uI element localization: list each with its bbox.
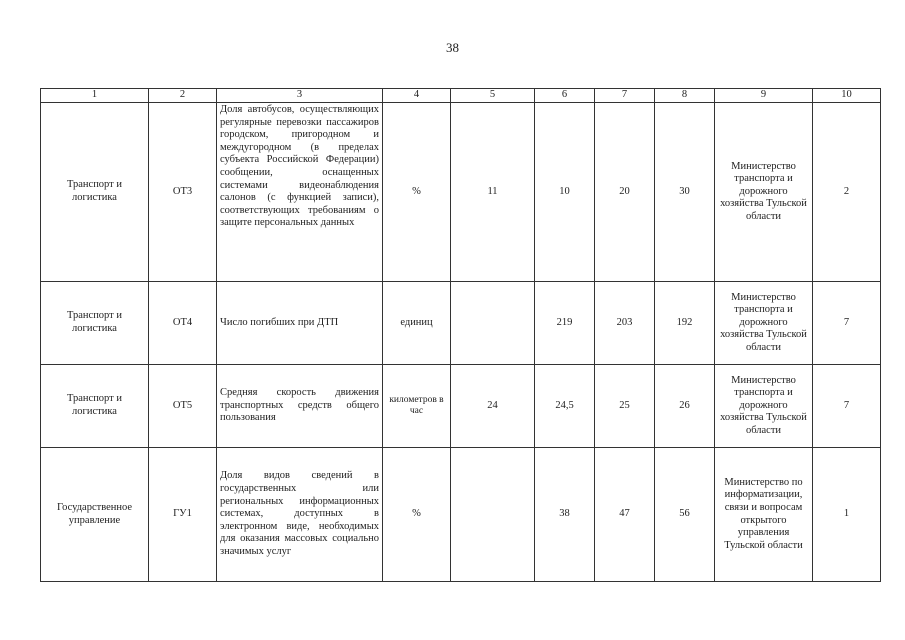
column-number-row	[41, 89, 881, 103]
column-header: 6	[535, 89, 595, 103]
indicator-cell: Средняя скорость движения транспортных средств общего пользования	[217, 365, 383, 448]
column-header: 3	[217, 89, 383, 103]
indicator-cell	[217, 103, 383, 282]
indicator-cell: Число погибших при ДТП	[217, 282, 383, 365]
column-header: 1	[41, 89, 149, 103]
value-cell: 10	[535, 103, 595, 282]
value-cell: 38	[535, 448, 595, 582]
sector-cell: Транспорт и логистика	[41, 365, 149, 448]
responsible-cell: Министерство транспорта и дорожного хозяйства Тульской области	[715, 365, 813, 448]
value-cell	[451, 282, 535, 365]
sector-cell: Государственное управление	[41, 448, 149, 582]
table-row	[41, 365, 881, 448]
value-cell: 47	[595, 448, 655, 582]
code-cell: ОТ4	[149, 282, 217, 365]
value-cell: 24,5	[535, 365, 595, 448]
table-row	[41, 103, 881, 282]
indicators-table	[40, 88, 881, 582]
value-cell: 56	[655, 448, 715, 582]
unit-cell: %	[383, 448, 451, 582]
column-header: 9	[715, 89, 813, 103]
column-header: 5	[451, 89, 535, 103]
value-cell: 20	[595, 103, 655, 282]
value-cell: 7	[813, 365, 881, 448]
value-cell: 192	[655, 282, 715, 365]
column-header: 2	[149, 89, 217, 103]
column-header: 4	[383, 89, 451, 103]
value-cell: 1	[813, 448, 881, 582]
unit-cell: километров в час	[383, 365, 451, 448]
table-row	[41, 448, 881, 582]
value-cell: 30	[655, 103, 715, 282]
value-cell: 11	[451, 103, 535, 282]
value-cell: 2	[813, 103, 881, 282]
value-cell	[451, 448, 535, 582]
code-cell: ОТ3	[149, 103, 217, 282]
sector-cell: Транспорт и логистика	[41, 282, 149, 365]
code-cell: ОТ5	[149, 365, 217, 448]
indicator-text: Доля автобусов, осуществляющих регулярные перевозки пассажиров городском, пригородном и междугородном (в пределах субъекта Российской Федерации) сообщении, оснащенных системами видеонаблюдения салонов (с функцией записи), соответствующих требованиям о защите персональных данных	[220, 104, 379, 229]
column-header: 8	[655, 89, 715, 103]
unit-cell: единиц	[383, 282, 451, 365]
value-cell: 7	[813, 282, 881, 365]
column-header: 7	[595, 89, 655, 103]
value-cell: 26	[655, 365, 715, 448]
table-row	[41, 282, 881, 365]
indicator-cell: Доля видов сведений в государственных или региональных информационных системах, доступных в электронном виде, необходимых для оказания массовых социально значимых услуг	[217, 448, 383, 582]
responsible-cell: Министерство по информатизации, связи и вопросам открытого управления Тульской области	[715, 448, 813, 582]
code-cell: ГУ1	[149, 448, 217, 582]
value-cell: 219	[535, 282, 595, 365]
value-cell: 203	[595, 282, 655, 365]
column-header: 10	[813, 89, 881, 103]
unit-cell: %	[383, 103, 451, 282]
responsible-cell: Министерство транспорта и дорожного хозяйства Тульской области	[715, 103, 813, 282]
responsible-cell: Министерство транспорта и дорожного хозяйства Тульской области	[715, 282, 813, 365]
sector-cell: Транспорт и логистика	[41, 103, 149, 282]
value-cell: 24	[451, 365, 535, 448]
value-cell: 25	[595, 365, 655, 448]
page-number: 38	[446, 40, 459, 55]
